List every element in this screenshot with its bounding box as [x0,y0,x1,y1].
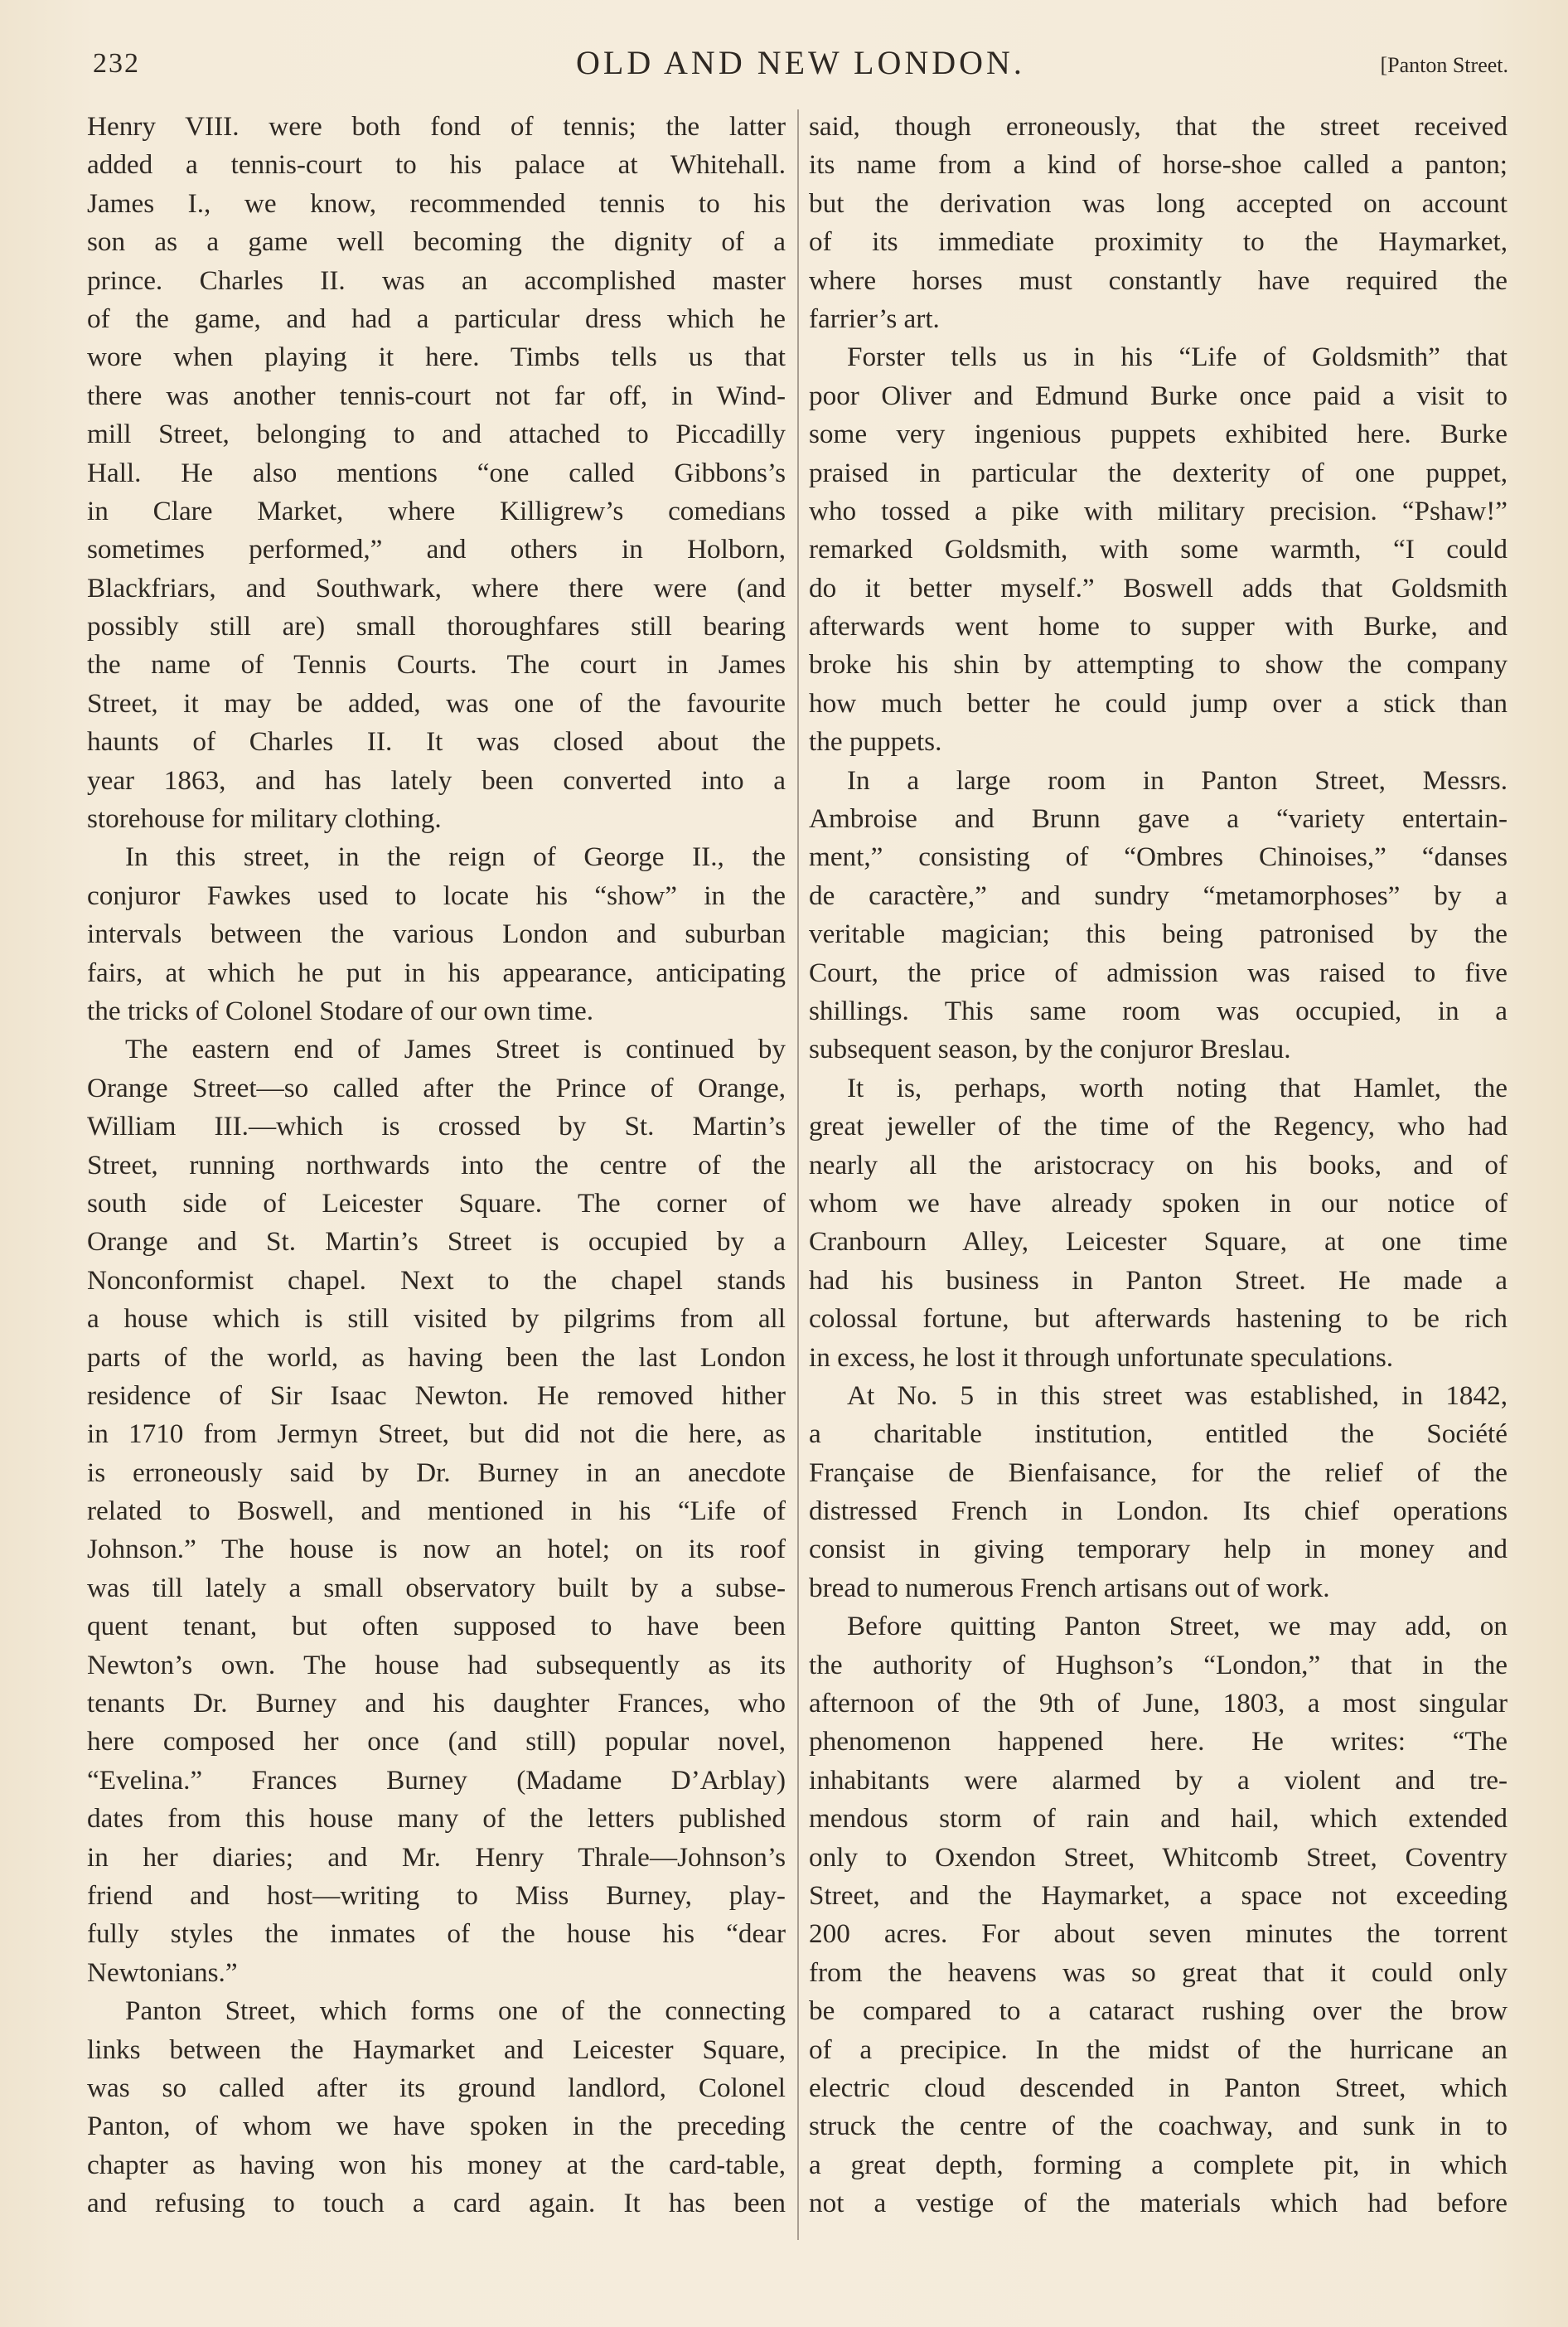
text-line: Court, the price of admission was raised to five [809,957,1508,988]
right-column [809,108,1508,2223]
text-line: of a precipice. In the midst of the hurricane an [809,2034,1508,2065]
text-line: residence of Sir Isaac Newton. He removed hither [87,1379,786,1411]
text-line: south side of Leicester Square. The corner of [87,1187,786,1219]
text-line: praised in particular the dexterity of one puppet, [809,457,1508,488]
text-line: 200 acres. For about seven minutes the torrent [809,1918,1508,1950]
text-line: broke his shin by attempting to show the company [809,649,1508,681]
text-line: year 1863, and has lately been converted into a [87,764,786,796]
text-line: Ambroise and Brunn gave a “variety entertain- [809,803,1508,835]
text-line: subsequent season, by the conjuror Breslau. [809,1034,1291,1065]
text-line: inhabitants were alarmed by a violent and tre- [809,1764,1508,1796]
text-line: In a large room in Panton Street, Messrs. [847,764,1508,796]
text-line: William III.—which is crossed by St. Martin’s [87,1111,786,1142]
text-line: Cranbourn Alley, Leicester Square, at one time [809,1226,1508,1258]
text-line: tenants Dr. Burney and his daughter Frances, who [87,1688,786,1719]
text-line: wore when playing it here. Timbs tells us that [87,342,786,373]
text-line: its name from a kind of horse-shoe called a panton; [809,149,1508,181]
text-line: Nonconformist chapel. Next to the chapel stands [87,1264,786,1296]
text-line: Henry VIII. were both fond of tennis; the latter [87,111,786,142]
section-label: [Panton Street. [1380,53,1508,77]
text-line: of the game, and had a particular dress which he [87,303,786,334]
text-line: friend and host—writing to Miss Burney, play- [87,1879,786,1911]
text-line: Panton Street, which forms one of the connecting [125,1995,786,2027]
text-line: but the derivation was long accepted on account [809,187,1508,219]
text-line: and refusing to touch a card again. It has been [87,2188,786,2219]
text-line: prince. Charles II. was an accomplished master [87,264,786,296]
text-line: phenomenon happened here. He writes: “The [809,1726,1508,1757]
text-line: possibly still are) small thoroughfares still bearing [87,611,786,642]
text-line: in Clare Market, where Killigrew’s comedians [87,495,786,526]
text-line: Blackfriars, and Southwark, where there were (and [87,572,786,604]
text-line: veritable magician; this being patronised by the [809,919,1508,950]
text-line: had his business in Panton Street. He made a [809,1264,1508,1296]
text-line: distressed French in London. Its chief operations [809,1496,1508,1527]
text-line: nearly all the aristocracy on his books, and of [809,1149,1508,1180]
text-line: Before quitting Panton Street, we may add, on [847,1611,1508,1642]
text-line: conjuror Fawkes used to locate his “show” in the [87,880,786,911]
text-line: remarked Goldsmith, with some warmth, “I could [809,534,1508,565]
text-line: fairs, at which he put in his appearance, anticipating [87,957,786,988]
text-line: the tricks of Colonel Stodare of our own time. [87,995,594,1026]
text-line: intervals between the various London and suburban [87,919,786,950]
page-number: 232 [93,48,140,79]
text-line: the puppets. [809,726,942,758]
text-line: of its immediate proximity to the Haymarket, [809,226,1508,258]
text-line: a house which is still visited by pilgrims from all [87,1303,786,1335]
text-line: electric cloud descended in Panton Street, which [809,2072,1508,2103]
text-line: Orange and St. Martin’s Street is occupied by a [87,1226,786,1258]
text-line: do it better myself.” Boswell adds that Goldsmith [809,572,1508,604]
text-line: in her diaries; and Mr. Henry Thrale—Johnson’s [87,1841,786,1873]
text-line: Newton’s own. The house had subsequently as its [87,1649,786,1680]
text-line: who tossed a pike with military precision. “Pshaw!” [809,495,1508,526]
text-line: storehouse for military clothing. [87,803,442,835]
text-line: afternoon of the 9th of June, 1803, a most singular [809,1688,1508,1719]
text-line: ment,” consisting of “Ombres Chinoises,” “danses [809,841,1508,873]
text-line: afterwards went home to supper with Burke, and [809,611,1508,642]
text-line: Française de Bienfaisance, for the relief of the [809,1457,1508,1488]
text-line: said, though erroneously, that the street received [809,111,1508,142]
text-line: Forster tells us in his “Life of Goldsmith” that [847,342,1508,373]
text-line: poor Oliver and Edmund Burke once paid a visit to [809,380,1508,411]
text-line: added a tennis-court to his palace at Whitehall. [87,149,786,181]
text-line: there was another tennis-court not far off, in Wind- [87,380,786,411]
text-line: The eastern end of James Street is continued by [125,1034,786,1065]
text-line: chapter as having won his money at the card-table, [87,2149,786,2180]
text-line: Street, and the Haymarket, a space not exceeding [809,1879,1508,1911]
text-line: in 1710 from Jermyn Street, but did not die here, as [87,1418,786,1450]
text-line: related to Boswell, and mentioned in his “Life of [87,1496,786,1527]
text-line: Orange Street—so called after the Prince of Orange, [87,1072,786,1103]
text-line: the authority of Hughson’s “London,” that in the [809,1649,1508,1680]
text-line: some very ingenious puppets exhibited here. Burke [809,419,1508,450]
page-header [93,43,1508,93]
text-line: is erroneously said by Dr. Burney in an anecdote [87,1457,786,1488]
text-line: It is, perhaps, worth noting that Hamlet, the [847,1072,1508,1103]
text-line: At No. 5 in this street was established, in 1842, [847,1379,1508,1411]
text-line: whom we have already spoken in our notice of [809,1187,1508,1219]
text-line: only to Oxendon Street, Whitcomb Street, Coventry [809,1841,1508,1873]
text-line: Street, it may be added, was one of the favourite [87,687,786,719]
text-line: Panton, of whom we have spoken in the preceding [87,2111,786,2142]
text-line: In this street, in the reign of George II., the [125,841,786,873]
text-line: be compared to a cataract rushing over the brow [809,1995,1508,2027]
text-line: Street, running northwards into the centre of the [87,1149,786,1180]
text-line: here composed her once (and still) popular novel, [87,1726,786,1757]
text-line: mendous storm of rain and hail, which extended [809,1803,1508,1835]
text-line: how much better he could jump over a stick than [809,687,1508,719]
text-line: quent tenant, but often supposed to have been [87,1611,786,1642]
text-line: great jeweller of the time of the Regency, who had [809,1111,1508,1142]
text-line: fully styles the inmates of the house his “dear [87,1918,786,1950]
text-line: bread to numerous French artisans out of work. [809,1572,1330,1603]
text-line: links between the Haymarket and Leicester Square, [87,2034,786,2065]
text-line: “Evelina.” Frances Burney (Madame D’Arblay) [87,1764,786,1796]
text-line: a great depth, forming a complete pit, in which [809,2149,1508,2180]
column-divider [797,109,799,2240]
text-line: colossal fortune, but afterwards hastening to be rich [809,1303,1508,1335]
text-line: son as a game well becoming the dignity of a [87,226,786,258]
text-line: sometimes performed,” and others in Holborn, [87,534,786,565]
text-line: dates from this house many of the letters published [87,1803,786,1835]
text-line: struck the centre of the coachway, and sunk in to [809,2111,1508,2142]
text-line: where horses must constantly have required the [809,264,1508,296]
text-line: was till lately a small observatory built by a subse- [87,1572,786,1603]
text-line: James I., we know, recommended tennis to his [87,187,786,219]
text-line: Hall. He also mentions “one called Gibbons’s [87,457,786,488]
text-line: not a vestige of the materials which had before [809,2188,1508,2219]
text-line: the name of Tennis Courts. The court in James [87,649,786,681]
text-line: Newtonians.” [87,1956,238,1988]
left-column [87,108,786,2223]
text-line: de caractère,” and sundry “metamorphoses” by a [809,880,1508,911]
text-line: haunts of Charles II. It was closed about the [87,726,786,758]
text-line: consist in giving temporary help in money and [809,1534,1508,1565]
text-line: was so called after its ground landlord, Colonel [87,2072,786,2103]
text-line: mill Street, belonging to and attached to Piccadilly [87,419,786,450]
text-line: in excess, he lost it through unfortunate speculations. [809,1341,1394,1373]
running-title: OLD AND NEW LONDON. [576,44,1025,81]
text-line: parts of the world, as having been the last London [87,1341,786,1373]
text-line: farrier’s art. [809,303,940,334]
text-line: a charitable institution, entitled the Société [809,1418,1508,1450]
text-line: shillings. This same room was occupied, in a [809,995,1508,1026]
text-line: Johnson.” The house is now an hotel; on its roof [87,1534,786,1565]
text-line: from the heavens was so great that it could only [809,1956,1508,1988]
